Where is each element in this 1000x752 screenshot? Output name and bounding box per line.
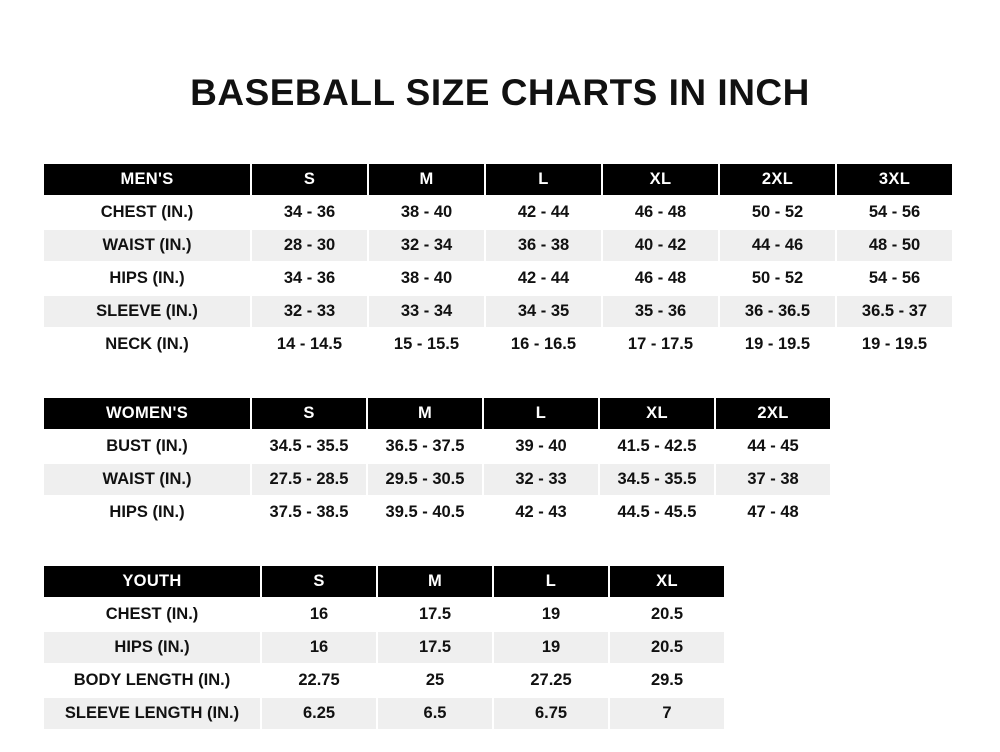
mens-header-cell: L [485, 163, 602, 196]
table-row [43, 295, 953, 328]
table-cell: 20.5 [609, 598, 725, 631]
table-cell: 50 - 52 [719, 262, 836, 295]
table-cell: 46 - 48 [602, 262, 719, 295]
table-cell: 16 [261, 631, 377, 664]
table-cell: 44 - 45 [715, 430, 831, 463]
table-cell: 20.5 [609, 631, 725, 664]
table-cell: 25 [377, 664, 493, 697]
womens-size-table [42, 396, 832, 530]
table-cell: 34.5 - 35.5 [599, 463, 715, 496]
womens-header-cell: S [251, 397, 367, 430]
womens-header-cell: L [483, 397, 599, 430]
youth-size-table [42, 564, 726, 731]
table-cell: 6.75 [493, 697, 609, 730]
table-cell: 42 - 44 [485, 196, 602, 229]
table-cell: 48 - 50 [836, 229, 953, 262]
table-cell: 6.25 [261, 697, 377, 730]
row-label: BODY LENGTH (IN.) [43, 664, 261, 697]
mens-header-cell: 2XL [719, 163, 836, 196]
mens-size-table [42, 162, 954, 362]
table-cell: 14 - 14.5 [251, 328, 368, 361]
table-cell: 16 [261, 598, 377, 631]
row-label: WAIST (IN.) [43, 463, 251, 496]
table-cell: 46 - 48 [602, 196, 719, 229]
page-title: BASEBALL SIZE CHARTS IN INCH [190, 72, 810, 113]
table-cell: 36.5 - 37 [836, 295, 953, 328]
table-cell: 28 - 30 [251, 229, 368, 262]
table-cell: 7 [609, 697, 725, 730]
table-cell: 32 - 33 [483, 463, 599, 496]
table-row [43, 664, 725, 697]
table-row [43, 463, 831, 496]
table-cell: 29.5 - 30.5 [367, 463, 483, 496]
table-cell: 44 - 46 [719, 229, 836, 262]
row-label: CHEST (IN.) [43, 196, 251, 229]
table-row [43, 229, 953, 262]
table-cell: 40 - 42 [602, 229, 719, 262]
table-cell: 22.75 [261, 664, 377, 697]
table-cell: 34 - 35 [485, 295, 602, 328]
table-cell: 54 - 56 [836, 196, 953, 229]
mens-header-cell: M [368, 163, 485, 196]
table-cell: 47 - 48 [715, 496, 831, 529]
table-cell: 42 - 44 [485, 262, 602, 295]
table-cell: 39 - 40 [483, 430, 599, 463]
womens-header-cell: 2XL [715, 397, 831, 430]
table-cell: 37.5 - 38.5 [251, 496, 367, 529]
youth-header-cell: YOUTH [43, 565, 261, 598]
table-cell: 27.5 - 28.5 [251, 463, 367, 496]
row-label: HIPS (IN.) [43, 496, 251, 529]
table-cell: 29.5 [609, 664, 725, 697]
table-cell: 17.5 [377, 598, 493, 631]
row-label: CHEST (IN.) [43, 598, 261, 631]
table-cell: 38 - 40 [368, 196, 485, 229]
table-cell: 19 - 19.5 [836, 328, 953, 361]
table-cell: 32 - 33 [251, 295, 368, 328]
table-cell: 38 - 40 [368, 262, 485, 295]
table-cell: 54 - 56 [836, 262, 953, 295]
womens-header-cell: WOMEN'S [43, 397, 251, 430]
table-cell: 6.5 [377, 697, 493, 730]
row-label: HIPS (IN.) [43, 631, 261, 664]
mens-header-cell: MEN'S [43, 163, 251, 196]
womens-header-row [43, 397, 831, 430]
table-row [43, 262, 953, 295]
table-cell: 37 - 38 [715, 463, 831, 496]
row-label: BUST (IN.) [43, 430, 251, 463]
youth-header-row [43, 565, 725, 598]
table-cell: 15 - 15.5 [368, 328, 485, 361]
table-cell: 44.5 - 45.5 [599, 496, 715, 529]
row-label: SLEEVE (IN.) [43, 295, 251, 328]
row-label: WAIST (IN.) [43, 229, 251, 262]
table-cell: 41.5 - 42.5 [599, 430, 715, 463]
table-cell: 36.5 - 37.5 [367, 430, 483, 463]
table-row [43, 196, 953, 229]
mens-header-row [43, 163, 953, 196]
mens-header-cell: S [251, 163, 368, 196]
table-row [43, 631, 725, 664]
table-cell: 39.5 - 40.5 [367, 496, 483, 529]
table-cell: 19 [493, 631, 609, 664]
table-cell: 50 - 52 [719, 196, 836, 229]
table-cell: 34 - 36 [251, 196, 368, 229]
table-cell: 34 - 36 [251, 262, 368, 295]
table-cell: 42 - 43 [483, 496, 599, 529]
row-label: NECK (IN.) [43, 328, 251, 361]
mens-header-cell: XL [602, 163, 719, 196]
mens-header-cell: 3XL [836, 163, 953, 196]
table-cell: 33 - 34 [368, 295, 485, 328]
womens-header-cell: M [367, 397, 483, 430]
table-row [43, 697, 725, 730]
table-cell: 32 - 34 [368, 229, 485, 262]
table-cell: 19 [493, 598, 609, 631]
row-label: HIPS (IN.) [43, 262, 251, 295]
table-row [43, 328, 953, 361]
table-cell: 19 - 19.5 [719, 328, 836, 361]
youth-header-cell: L [493, 565, 609, 598]
table-row [43, 598, 725, 631]
table-cell: 34.5 - 35.5 [251, 430, 367, 463]
womens-header-cell: XL [599, 397, 715, 430]
row-label: SLEEVE LENGTH (IN.) [43, 697, 261, 730]
table-row [43, 430, 831, 463]
table-cell: 27.25 [493, 664, 609, 697]
tables-container [0, 162, 1000, 731]
table-cell: 36 - 36.5 [719, 295, 836, 328]
table-cell: 17.5 [377, 631, 493, 664]
table-cell: 36 - 38 [485, 229, 602, 262]
table-cell: 17 - 17.5 [602, 328, 719, 361]
youth-header-cell: XL [609, 565, 725, 598]
youth-header-cell: M [377, 565, 493, 598]
table-cell: 16 - 16.5 [485, 328, 602, 361]
table-cell: 35 - 36 [602, 295, 719, 328]
youth-header-cell: S [261, 565, 377, 598]
table-row [43, 496, 831, 529]
